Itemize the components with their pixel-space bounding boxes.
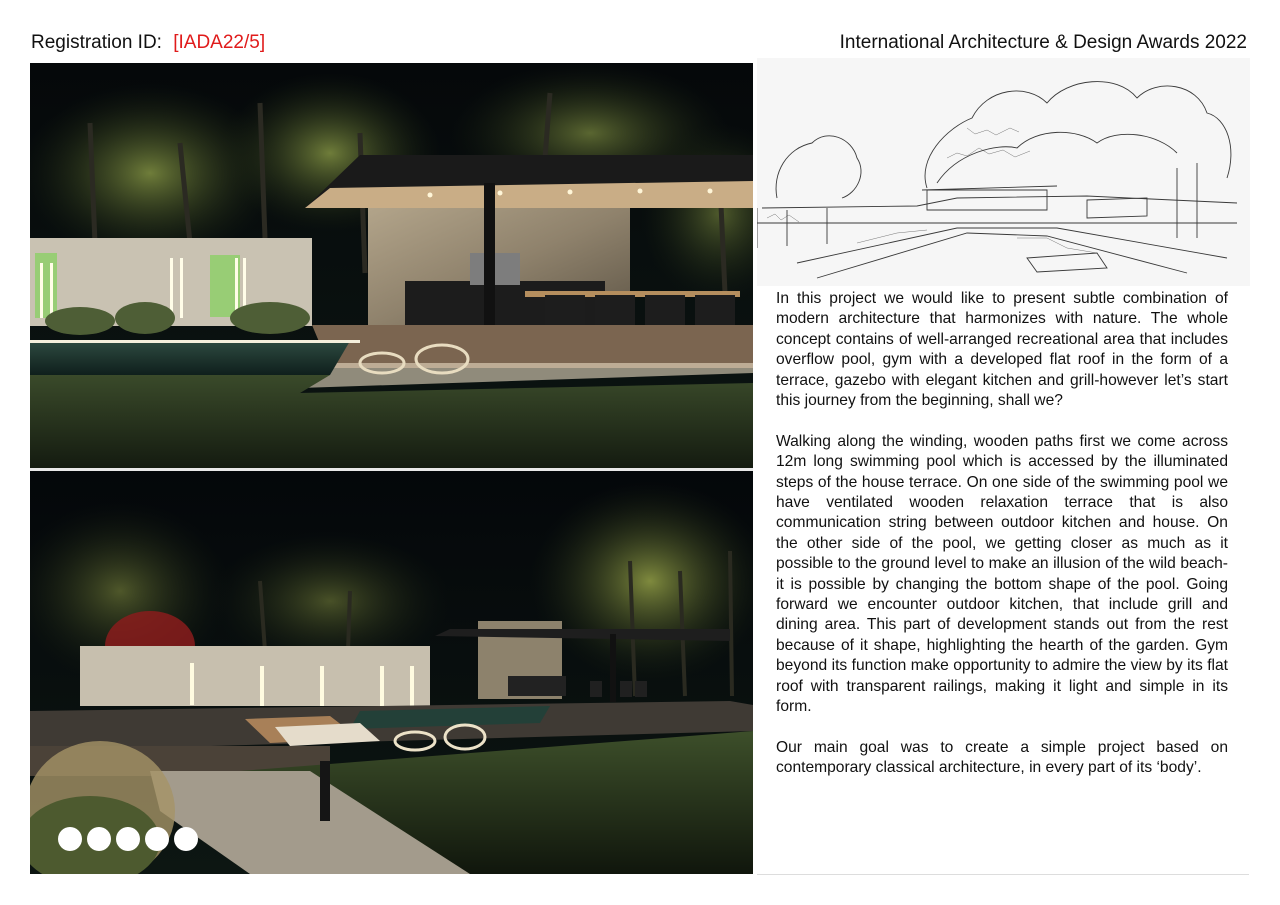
pagination-dot[interactable] — [116, 827, 140, 851]
event-title: International Architecture & Design Awards 2022 — [839, 32, 1247, 53]
top-render-image — [30, 63, 753, 468]
registration-header — [31, 32, 265, 54]
project-description — [776, 289, 1228, 799]
registration-id: [IADA22/5] — [173, 32, 266, 53]
sketch-image — [757, 58, 1250, 286]
bottom-render-image — [30, 471, 753, 874]
pagination-dot[interactable] — [174, 827, 198, 851]
pagination-dot[interactable] — [87, 827, 111, 851]
bottom-rule — [757, 874, 1249, 875]
description-paragraph: Walking along the winding, wooden paths first we come across 12m long swimming pool which is accessed by the illuminated steps of the house terrace. On one side of the swimming pool we have ventilated wooden relaxation terrace that is also communication string between outdoor kitchen and house. On the other side of the pool, we getting closer as much as it possible to the ground level to make an illusion of the wild beach-it is possible by changing the bottom shape of the pool. Going forward we encounter outdoor kitchen, that include grill and dining area. This part of development stands out from the rest because of it shape, highlighting the hearth of the garden. Gym beyond its function make opportunity to admire the view by its flat roof with transparent railings, making it light and simple in its form. — [776, 432, 1228, 716]
description-paragraph: In this project we would like to present subtle combination of modern architecture that harmonizes with nature. The whole concept contains of well-arranged recreational area that includes overflow pool, gym with a developed flat roof in the form of a terrace, gazebo with elegant kitchen and grill-however let’s start this journey from the beginning, shall we? — [776, 290, 1228, 410]
pagination-dot[interactable] — [58, 827, 82, 851]
pagination-dots — [58, 827, 198, 851]
pagination-dot[interactable] — [145, 827, 169, 851]
registration-label: Registration ID: — [31, 32, 162, 53]
description-paragraph: Our main goal was to create a simple project based on contemporary classical architecture, in every part of its ‘body’. — [776, 738, 1228, 777]
